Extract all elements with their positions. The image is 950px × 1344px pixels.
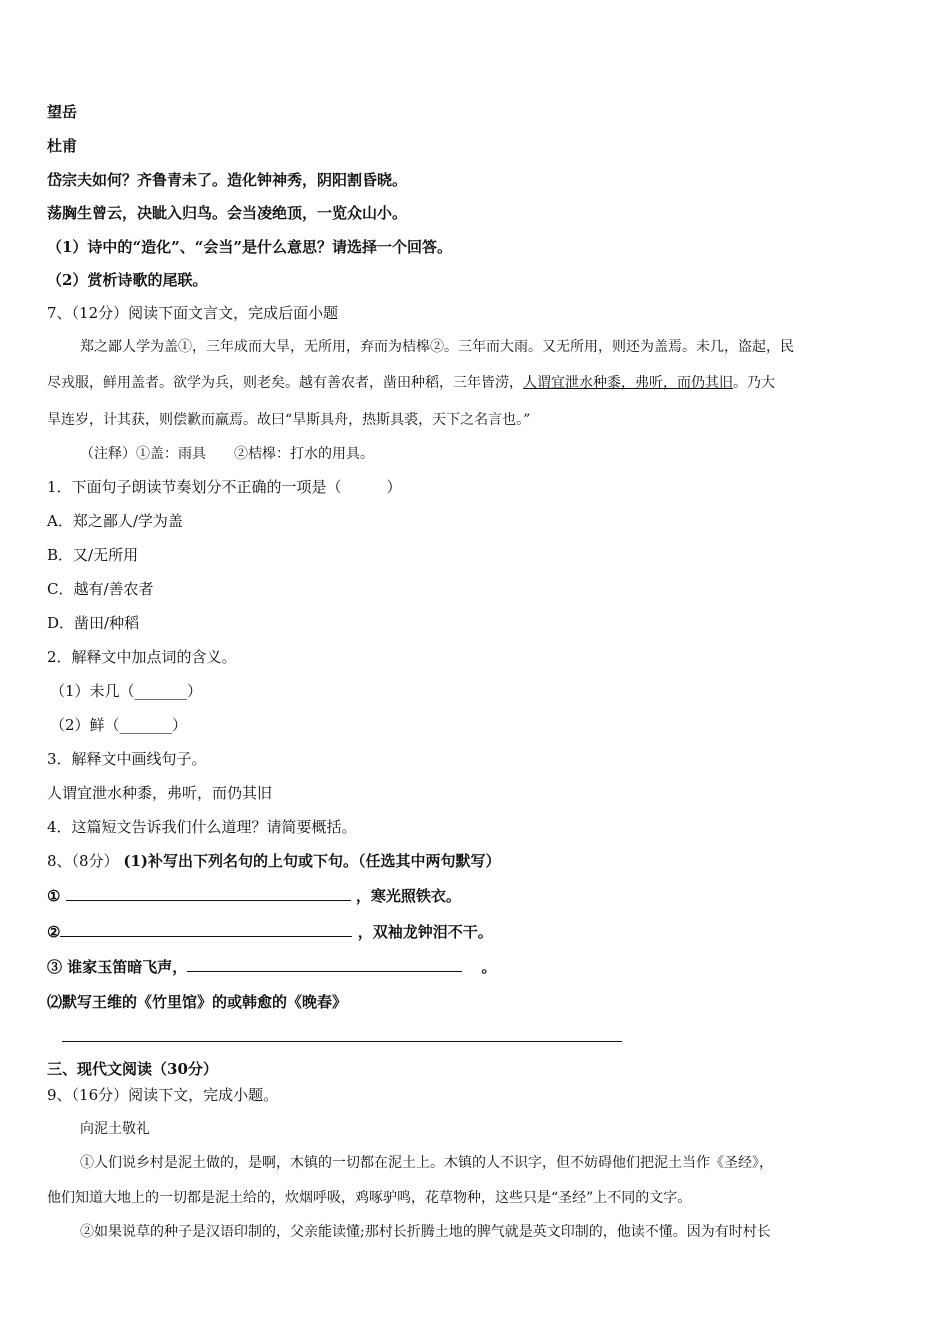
q7-sub-3-text: 人谓宜泄水种黍，弗听，而仍其旧 [47, 784, 273, 802]
q7-option-b: B．又/无所用 [47, 546, 139, 564]
q7-sub-4: 4．这篇短文告诉我们什么道理？请简要概括。 [47, 818, 357, 836]
q7-sub-2-1: （1）未几（_______） [50, 682, 203, 700]
q7-option-d: D．凿田/种稻 [47, 614, 140, 632]
q8-header [47, 851, 501, 871]
q8-header-prefix: 8、（8分） [47, 852, 119, 870]
q8-header-instruction: (1)补写出下列名句的上句或下句。（任选其中两句默写） [123, 852, 501, 870]
poem-author: 杜甫 [47, 137, 78, 155]
q8-item-3 [47, 957, 496, 977]
q7-passage-line-2-pre: 尽戎服，鲜用盖者。欲学为兵，则老矣。越有善农者，凿田种稻，三年皆涝， [47, 375, 523, 391]
q7-passage-line-1-text: 郑之鄙人学为盖①，三年成而大旱，无所用，弃而为桔槔②。三年而大雨。又无所用，则还为盖焉。未几，盗起，民 [80, 339, 794, 355]
q7-sub-3: 3．解释文中画线句子。 [47, 750, 207, 768]
q7-underlined-sentence: 人谓宜泄水种黍，弗听，而仍其旧 [523, 375, 733, 391]
poem-line-2: 荡胸生曾云，决眦入归鸟。会当凌绝顶，一览众山小。 [47, 204, 408, 222]
q7-passage-line-3: 旱连岁，计其获，则偿歉而羸焉。故曰“旱斯具舟，热斯具裘，天下之名言也。” [47, 412, 531, 428]
q8-item-2-tail: ，双袖龙钟泪不干。 [357, 923, 493, 941]
q7-passage-line-2 [47, 373, 905, 393]
q8-item-3-head: ③ 谁家玉笛暗飞声， [47, 958, 188, 976]
q8-item-2-blank[interactable] [60, 922, 352, 937]
q7-sub-2: 2．解释文中加点词的含义。 [47, 648, 237, 666]
q8-answer-line[interactable] [62, 1041, 622, 1042]
q8-item-1-label: ① [47, 887, 61, 905]
q7-sub-2-2: （2）鲜（_______） [50, 716, 188, 734]
article-p1-line-1-text: ①人们说乡村是泥土做的，是啊，木镇的一切都在泥土上。木镇的人不识字，但不妨碍他们把泥土当作《圣经》， [80, 1155, 773, 1171]
q9-header: 9、（16分）阅读下文，完成小题。 [47, 1086, 279, 1104]
q7-sub-1: 1．下面句子朗读节奏划分不正确的一项是（ ） [47, 478, 402, 496]
q7-note: （注释）①盖：雨具 ②桔槔：打水的用具。 [80, 446, 374, 462]
poem-question-2: （2）赏析诗歌的尾联。 [47, 271, 208, 289]
poem-question-1: （1）诗中的“造化”、“会当”是什么意思？请选择一个回答。 [47, 238, 452, 256]
q8-part-2: ⑵默写王维的《竹里馆》的或韩愈的《晚春》 [47, 993, 348, 1011]
q8-item-1-tail: ，寒光照铁衣。 [355, 887, 461, 905]
article-p1-line-2: 他们知道大地上的一切都是泥土给的，炊烟呼吸，鸡啄驴鸣，花草物种，这些只是“圣经”上不同的文字。 [47, 1190, 692, 1206]
poem-line-1: 岱宗夫如何？齐鲁青未了。造化钟神秀，阴阳割昏晓。 [47, 171, 408, 189]
article-p1-line-1 [47, 1153, 905, 1173]
q7-option-c: C．越有/善农者 [47, 580, 154, 598]
article-p2-line-1 [47, 1222, 905, 1242]
q8-item-3-blank[interactable] [187, 957, 462, 972]
q8-item-2 [47, 922, 493, 942]
q8-item-1 [47, 886, 461, 906]
q7-option-a: A．郑之鄙人/学为盖 [47, 512, 183, 530]
article-p2-line-1-text: ②如果说草的种子是汉语印制的，父亲能读懂;那村长折腾土地的脾气就是英文印制的，他读不懂。因为有时村长 [80, 1224, 771, 1240]
q7-passage-line-2-post: 。乃大 [733, 375, 775, 391]
q8-item-2-label: ② [47, 923, 61, 941]
section3-title: 三、现代文阅读（30分） [47, 1060, 218, 1078]
q7-header: 7、（12分）阅读下面文言文，完成后面小题 [47, 304, 339, 322]
q8-item-3-tail: 。 [481, 958, 497, 976]
article-title: 向泥土敬礼 [80, 1121, 150, 1137]
q7-passage-line-1 [47, 337, 905, 357]
poem-title: 望岳 [47, 103, 78, 121]
q8-item-1-blank[interactable] [66, 886, 351, 901]
